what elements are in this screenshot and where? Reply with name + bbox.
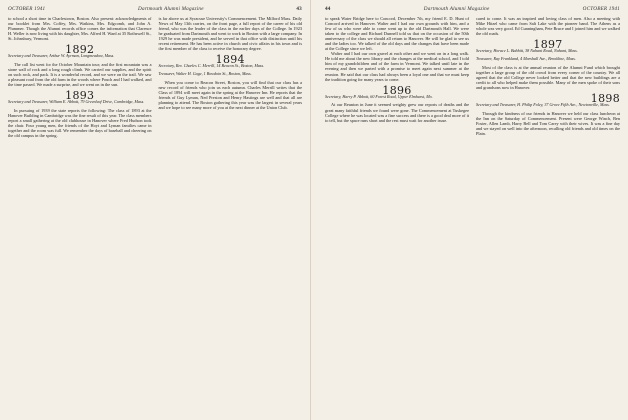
left-page [0, 0, 311, 420]
paragraph: At our Reunion in June it seemed weighty grew our reports of deaths and the great many faithful friends we found were gone. The Commencement at Tuskegee College where he was located was a fine success and there is a good deal more of it to tell, but the space runs short and the rest must wait for another issue. [325, 102, 469, 123]
right-page [317, 0, 628, 420]
secretary-line: Secretary, Harry P. Abbott, 60 Forest Road, Upper Elmhurst, Mo. [325, 93, 433, 99]
class-year-heading: 1897 [533, 38, 563, 52]
paragraph: Most of the class is at the annual reunion of the Alumni Fund which brought together a large group of the old crowd from every corner of the country. We all agreed that the old College never looked better and that the new buildings are a credit to all who helped make them possible. Many of the men spoke of their sons and grandsons now in Hanover. [476, 64, 620, 91]
left-header-date: OCTOBER 1941 [8, 6, 46, 12]
left-header-title: Dartmouth Alumni Magazine [138, 6, 204, 12]
paragraph: The call list went for the October Mountain tour; and the first mountain was a stone wall of rock and a long rough climb. We carried our supplies, and the spirit on such rock, and pack. It is a wonderful record, and we were on the trail. We saw a pleasant road from the old farm in the woods where Pouch and I had walked, and the time passed. We made a surprise, and we went on in the sun. [8, 62, 152, 88]
left-column-2 [159, 16, 303, 138]
class-year-heading: 1894 [215, 53, 245, 67]
left-column-1 [8, 16, 152, 138]
secretary-line: Secretary, Horace L. Babbitt, 38 Nahant Road, Nahant, Mass. [476, 48, 578, 54]
left-page-number: 43 [296, 6, 302, 12]
paragraph: to school a short time in Charlestown, Boston. Also present: acknowledgments of our booklet from Mrs. Coffey, Mrs. Watkins, Mrs. Edgcomb, and John A. Plummer. Though the Alumni records office comes the information that Clarence H. Weller is now living with his daughter, Mrs. Alfred H. Ward at 35 Rothswell St., St. Johnsbury, Vermont. [8, 16, 152, 42]
left-running-header [8, 6, 302, 12]
right-column-1 [325, 16, 469, 136]
right-running-header [325, 6, 620, 12]
paragraph: When you come to Beacon Street, Boston, you will find that our class has a new record of friends who join us each autumn. Charles Merrill writes that the Class of 1894 will meet again in the spring at the Hanover Inn. He reports that the friends of Guy Lyman, Ned Preston and Henry Hastings are well and that all are planning to attend. The Boston gathering this year was the largest in several years and we hope to see many more of you at the next dinner at the Union Club. [158, 79, 302, 111]
paragraph: cared to come. It was an inspired and loving class of men. Also a meeting with Mike Hitzel who came from Salt Lake with the pioneer band. The Athens as a whole was very good. Ed Cunningham, Pete Bruce and I joined him and we walked the old roads. [476, 16, 620, 37]
paragraph: Walter and I had our own gravel at each other and we went on in a long walk. He told me about the new library and the changes at the medical school, and I told him of my grandchildren and of the farm in Vermont. We talked until late in the evening and then we parted with a promise to meet again next summer at the reunion. He said that our class had always been a loyal one and that we must keep the tradition going for many years to come. [325, 51, 469, 82]
paragraph: to speak Water Bridge here to Concord, December 7th, my friend E. D. Hunt of Concord arrived in Hanover. Walter and I had our own grounds with him, and a few of us who were able to come went up to the old Dartmouth Hall. We were taken to the college and Richard Dunnell told us that on the occasion of the 50th anniversary of the class we should all return to Hanover. He will be glad to see us and the ladies too. We talked of the old days and the changes that have been made at the College since we left. [325, 16, 469, 52]
paragraph: is far above us at Syracuse University's Commencement. The Milford Mass. Daily News of May 13th carries, on the front page, a full report of the career of his old friend, who was the leader of the class in the earlier days of the College. In 1923 he graduated from Dartmouth and went to work in Boston with a large company. In 1929 he was made president, and he served in that office with distinction until his recent retirement. He has been active in church and civic affairs in his town and is the first member of the class to receive the honorary degree. [158, 16, 302, 52]
left-columns [8, 16, 302, 138]
secretary-line: Secretary and Treasurer, H. Philip Foley, 37 Grove Fifth Ave., Newtonville, Mass. [476, 102, 610, 108]
right-header-title: Dartmouth Alumni Magazine [423, 6, 490, 12]
right-column-2 [476, 16, 620, 136]
right-header-date: OCTOBER 1941 [582, 6, 620, 12]
treasurer-line: Treasurer, Ray Frankland, 4 Marshall Ave., Brookline, Mass. [476, 56, 576, 62]
paragraph: In pursuing of 1939 the state reports the following: The class of 1893 at the Hanover Building in Cambridge was the fine result of this year. The class members report a small gathering at the old clubhouse in Hanover where Fred Hudson took the chair. Four young men, the friends of the Hoyt and Lyman families came in together and the room was full. We remember the days of baseball and cheering on the old campus in the spring. [8, 108, 152, 139]
right-page-number: 44 [325, 6, 331, 12]
treasurer-line: Treasurer, Walter H. Gage, 1 Bowdoin St., Boston, Mass. [158, 71, 252, 77]
secretary-line: Secretary, Rev. Charles C. Merrill, 14 Beacon St., Boston, Mass. [158, 63, 265, 69]
class-year-heading: 1892 [65, 43, 95, 57]
right-columns [325, 16, 620, 136]
secretary-line: Secretary and Treasurer, William E. Abbott, 79 Greenleaf Drive, Cambridge, Mass. [8, 99, 145, 105]
class-year-heading: 1893 [65, 89, 95, 103]
paragraph: Through the kindness of our friends in Hanover we held our class luncheon at the Inn on the Saturday of Commencement. Present were George Winch, Ben Foster, Allen Lamb, Harry Bell and Tom Carey with their wives. It was a fine day and we stayed on well into the afternoon, recalling old friends and old times on the Plain. [476, 110, 620, 137]
class-year-heading: 1898 [590, 92, 620, 106]
secretary-line: Secretary and Treasurer, Arthur W. Ayrman, Longmeadow, Mass. [8, 53, 115, 59]
class-year-heading: 1896 [382, 83, 412, 97]
